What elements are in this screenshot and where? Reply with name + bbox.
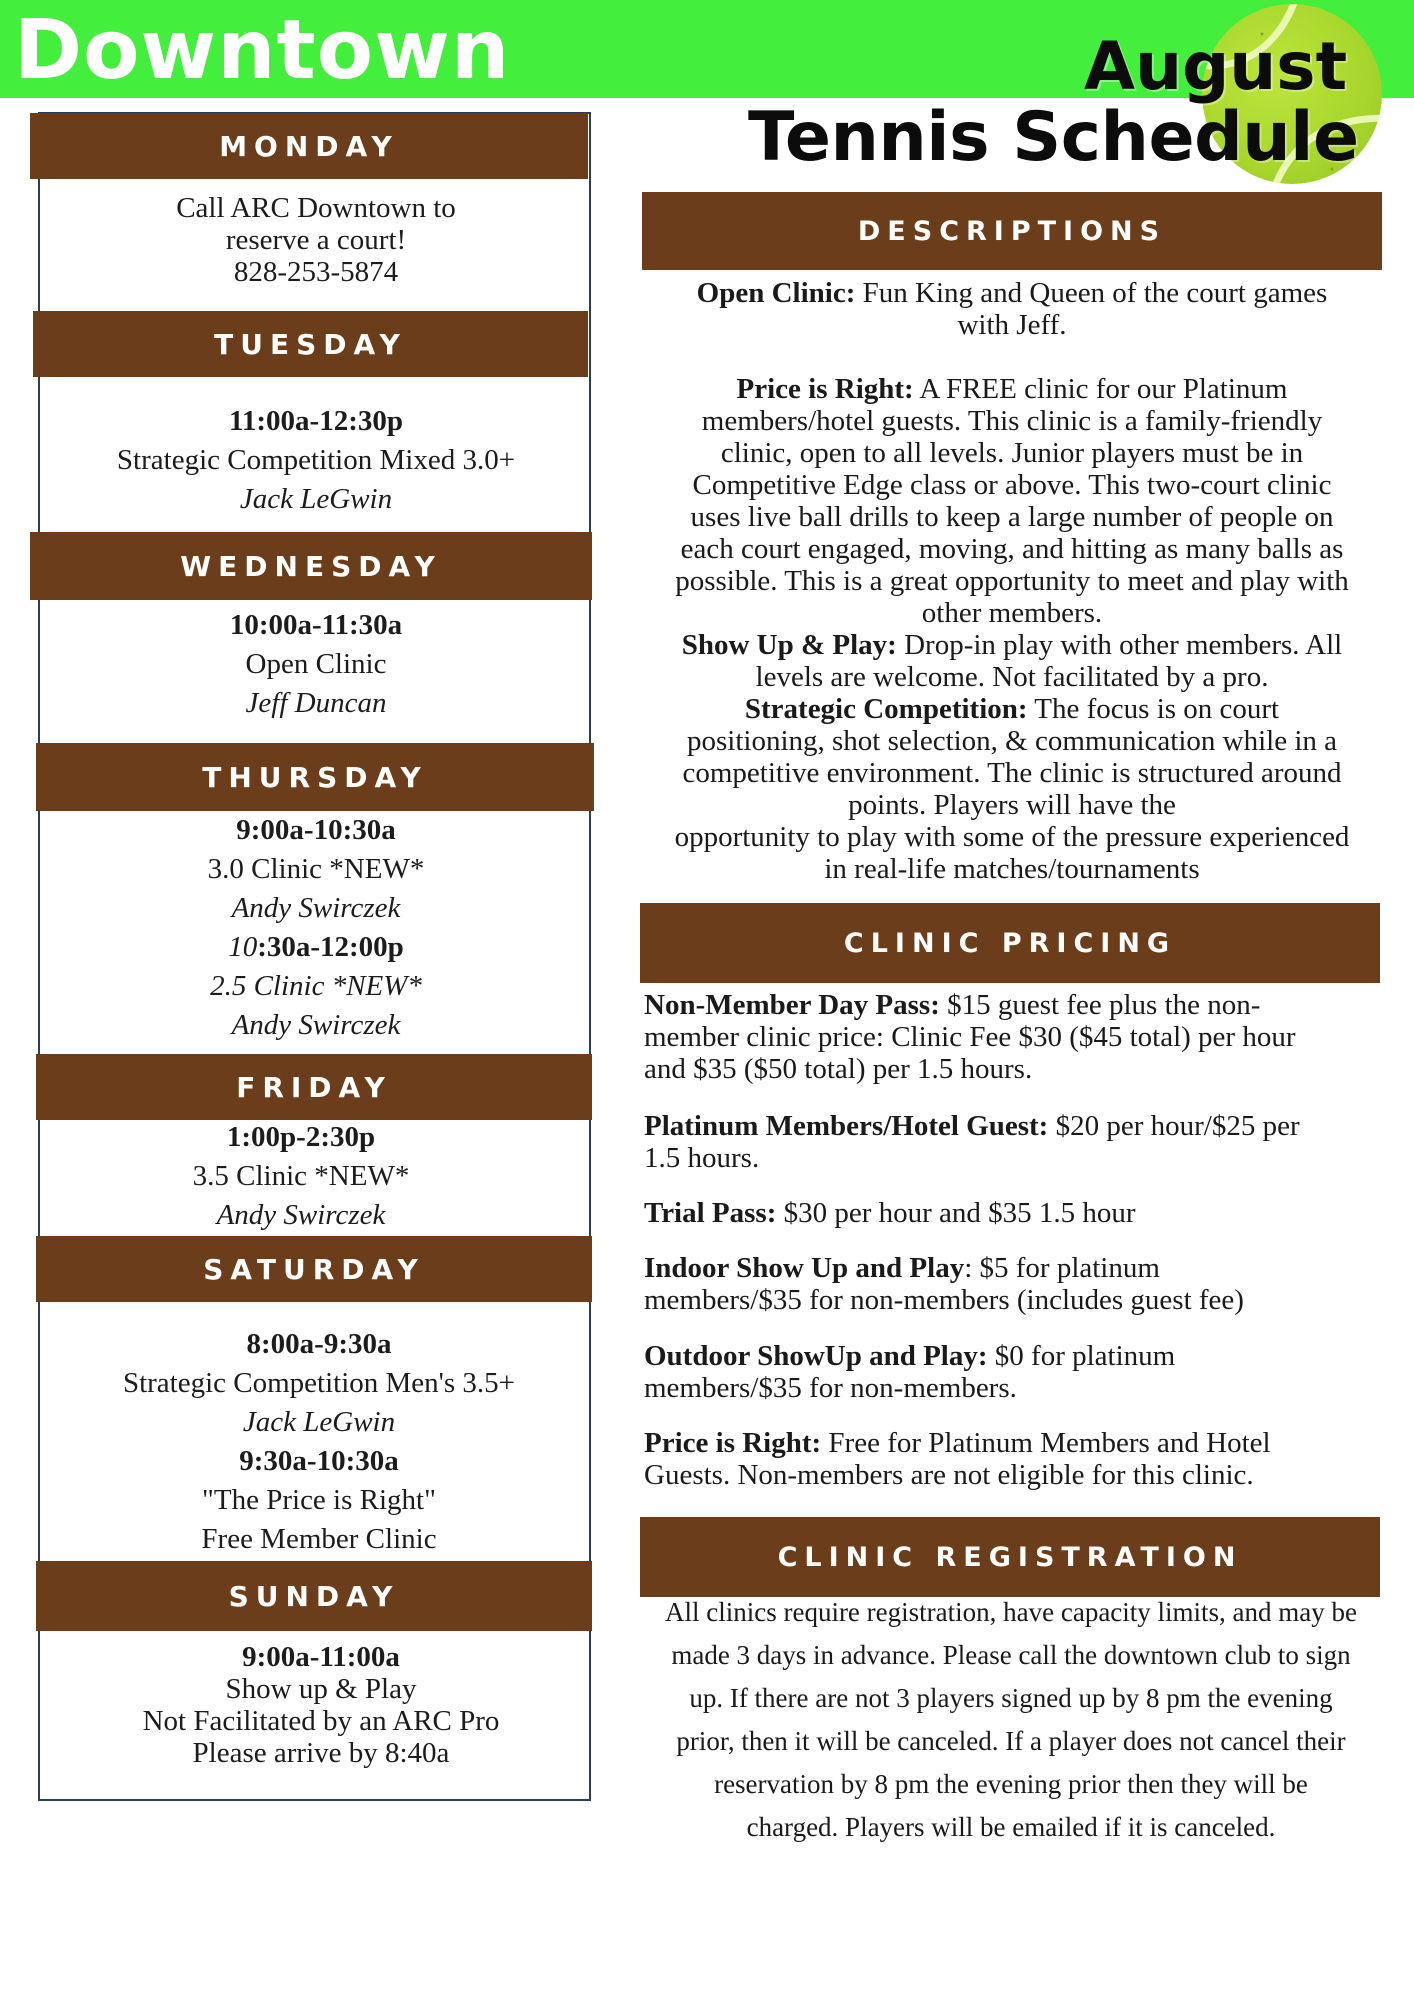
price-in-text-1: : $5 for platinum: [964, 1252, 1160, 1284]
saturday-pro-1: Jack LeGwin: [242, 1406, 396, 1438]
desc-sc-line-4: points. Players will have the: [848, 789, 1176, 821]
friday-pro: Andy Swirczek: [216, 1199, 386, 1231]
monday-block: [40, 192, 592, 288]
reg-line-4: prior, then it will be canceled. If a player does not cancel their: [676, 1726, 1346, 1756]
saturday-clinic-1: Strategic Competition Men's 3.5+: [122, 1367, 516, 1399]
price-out-term: Outdoor ShowUp and Play:: [644, 1340, 988, 1372]
wednesday-clinic: Open Clinic: [245, 648, 387, 680]
desc-sc-term: Strategic Competition:: [744, 693, 1028, 725]
desc-sup-text-1: Drop-in play with other members. All: [896, 629, 1343, 661]
price-pir-term: Price is Right:: [644, 1427, 822, 1459]
desc-pir-line-2: members/hotel guests. This clinic is a family-friendly: [701, 405, 1323, 437]
desc-pir-line-6: each court engaged, moving, and hitting as many balls as: [680, 533, 1344, 565]
price-in-line-2: members/$35 for non-members (includes guest fee): [644, 1284, 1244, 1316]
desc-pir-line-3: clinic, open to all levels. Junior players must be in: [720, 437, 1304, 469]
price-pir-line-1: [644, 1427, 1384, 1459]
desc-pir-text-1: A FREE clinic for our Platinum: [913, 373, 1288, 405]
desc-pir-line-4: Competitive Edge class or above. This two-court clinic: [692, 469, 1332, 501]
sunday-note-1: Not Facilitated by an ARC Pro: [142, 1705, 500, 1737]
sunday-time: 9:00a-11:00a: [242, 1641, 400, 1673]
tuesday-pro: Jack LeGwin: [239, 483, 393, 515]
desc-sup-term: Show Up & Play:: [681, 629, 897, 661]
desc-sc-text-1: The focus is on court: [1027, 693, 1280, 725]
tuesday-time: 11:00a-12:30p: [229, 405, 403, 437]
descriptions-header: DESCRIPTIONS: [642, 192, 1382, 270]
thursday-block: [40, 811, 592, 1045]
desc-pir-line-7: possible. This is a great opportunity to meet and play with: [675, 565, 1349, 597]
desc-open-clinic-term: Open Clinic:: [696, 277, 856, 309]
day-header-tuesday: TUESDAY: [33, 311, 588, 377]
desc-strategic: [638, 693, 1386, 885]
price-pir-text-1: Free for Platinum Members and Hotel: [821, 1427, 1271, 1459]
monday-phone: 828-253-5874: [233, 256, 399, 288]
day-header-saturday: SATURDAY: [36, 1236, 592, 1302]
reg-line-5: reservation by 8 pm the evening prior then they will be: [714, 1769, 1308, 1799]
price-nm-text-1: $15 guest fee plus the non-: [939, 989, 1261, 1021]
desc-open-clinic-line-1: [638, 277, 1386, 309]
price-nm-line-3: and $35 ($50 total) per 1.5 hours.: [644, 1053, 1033, 1085]
desc-sc-line-2: positioning, shot selection, & communication while in a: [687, 725, 1337, 757]
desc-sup-line-1: [638, 629, 1386, 661]
sunday-note-2: Please arrive by 8:40a: [192, 1737, 450, 1769]
friday-clinic: 3.5 Clinic *NEW*: [192, 1160, 410, 1192]
thursday-time-1: 9:00a-10:30a: [236, 814, 396, 846]
desc-sup-line-2: levels are welcome. Not facilitated by a pro.: [755, 661, 1269, 693]
wednesday-time: 10:00a-11:30a: [229, 609, 403, 641]
price-nm-term: Non-Member Day Pass:: [644, 989, 940, 1021]
schedule-title: Tennis Schedule: [748, 98, 1359, 177]
reg-line-6: charged. Players will be emailed if it is canceled.: [746, 1812, 1276, 1842]
price-pl-line-1: [644, 1110, 1384, 1142]
thursday-clinic-2: 2.5 Clinic *NEW*: [210, 970, 422, 1002]
desc-open-clinic-line-2: with Jeff.: [957, 309, 1067, 341]
thursday-time-2-hour: 10: [228, 931, 258, 963]
price-pl-line-2: 1.5 hours.: [644, 1142, 760, 1174]
monday-line-2: reserve a court!: [225, 224, 407, 256]
thursday-time-2-rest: :30a-12:00p: [257, 931, 404, 963]
desc-sc-line-6: in real-life matches/tournaments: [824, 853, 1200, 885]
pricing-header: CLINIC PRICING: [640, 903, 1380, 983]
price-pl-text-1: $20 per hour/$25 per: [1048, 1110, 1300, 1142]
price-out-line-2: members/$35 for non-members.: [644, 1372, 1017, 1404]
desc-sc-line-1: [638, 693, 1386, 725]
day-header-friday: FRIDAY: [36, 1054, 592, 1120]
day-header-thursday: THURSDAY: [36, 743, 594, 811]
reg-line-2: made 3 days in advance. Please call the downtown club to sign: [671, 1640, 1351, 1670]
price-tr-text-1: $30 per hour and $35 1.5 hour: [776, 1197, 1136, 1229]
desc-sc-line-3: competitive environment. The clinic is structured around: [682, 757, 1342, 789]
thursday-pro-2: Andy Swirczek: [231, 1009, 401, 1041]
saturday-time-1: 8:00a-9:30a: [246, 1328, 392, 1360]
desc-sc-line-5: opportunity to play with some of the pressure experienced: [674, 821, 1350, 853]
price-out-line-1: [644, 1340, 1384, 1372]
desc-show-up-play: [638, 629, 1386, 693]
location-title: Downtown: [14, 3, 511, 98]
saturday-time-2: 9:30a-10:30a: [239, 1445, 399, 1477]
wednesday-pro: Jeff Duncan: [245, 687, 387, 719]
price-non-member: [644, 989, 1384, 1085]
price-indoor: [644, 1252, 1384, 1316]
tuesday-clinic: Strategic Competition Mixed 3.0+: [116, 444, 516, 476]
monday-line-1: Call ARC Downtown to: [176, 192, 456, 224]
desc-price-is-right: [638, 373, 1386, 629]
price-nm-line-2: member clinic price: Clinic Fee $30 ($45 total) per hour: [644, 1021, 1296, 1053]
thursday-pro-1: Andy Swirczek: [231, 892, 401, 924]
sunday-activity: Show up & Play: [225, 1673, 417, 1705]
price-pir-line-2: Guests. Non-members are not eligible for this clinic.: [644, 1459, 1254, 1491]
saturday-note-2: Free Member Clinic: [201, 1523, 437, 1555]
saturday-block: [43, 1325, 595, 1559]
day-header-wednesday: WEDNESDAY: [30, 532, 592, 600]
thursday-clinic-1: 3.0 Clinic *NEW*: [207, 853, 425, 885]
desc-pir-term: Price is Right:: [736, 373, 914, 405]
desc-open-clinic-text-1: Fun King and Queen of the court games: [855, 277, 1328, 309]
registration-text: [636, 1591, 1386, 1849]
sunday-block: [45, 1641, 597, 1769]
friday-time: 1:00p-2:30p: [226, 1121, 376, 1153]
price-tr-line-1: [644, 1197, 1384, 1229]
registration-header: CLINIC REGISTRATION: [640, 1517, 1380, 1597]
thursday-time-2: [40, 928, 592, 967]
month-title: August: [1084, 28, 1348, 105]
price-in-term: Indoor Show Up and Play: [644, 1252, 965, 1284]
friday-block: [25, 1118, 577, 1235]
day-header-sunday: SUNDAY: [36, 1561, 592, 1631]
price-price-is-right: [644, 1427, 1384, 1491]
price-platinum: [644, 1110, 1384, 1174]
reg-line-3: up. If there are not 3 players signed up by 8 pm the evening: [689, 1683, 1333, 1713]
day-header-monday: MONDAY: [30, 113, 588, 179]
price-pl-term: Platinum Members/Hotel Guest:: [644, 1110, 1049, 1142]
price-tr-term: Trial Pass:: [644, 1197, 777, 1229]
desc-pir-line-1: [638, 373, 1386, 405]
saturday-clinic-2: "The Price is Right": [202, 1484, 436, 1516]
price-in-line-1: [644, 1252, 1384, 1284]
desc-open-clinic: [638, 277, 1386, 341]
tuesday-block: [40, 402, 592, 519]
desc-pir-line-8: other members.: [921, 597, 1103, 629]
price-nm-line-1: [644, 989, 1384, 1021]
price-outdoor: [644, 1340, 1384, 1404]
price-trial: [644, 1197, 1384, 1229]
reg-line-1: All clinics require registration, have capacity limits, and may be: [664, 1597, 1358, 1627]
price-out-text-1: $0 for platinum: [987, 1340, 1176, 1372]
desc-pir-line-5: uses live ball drills to keep a large number of people on: [690, 501, 1334, 533]
wednesday-block: [40, 606, 592, 723]
